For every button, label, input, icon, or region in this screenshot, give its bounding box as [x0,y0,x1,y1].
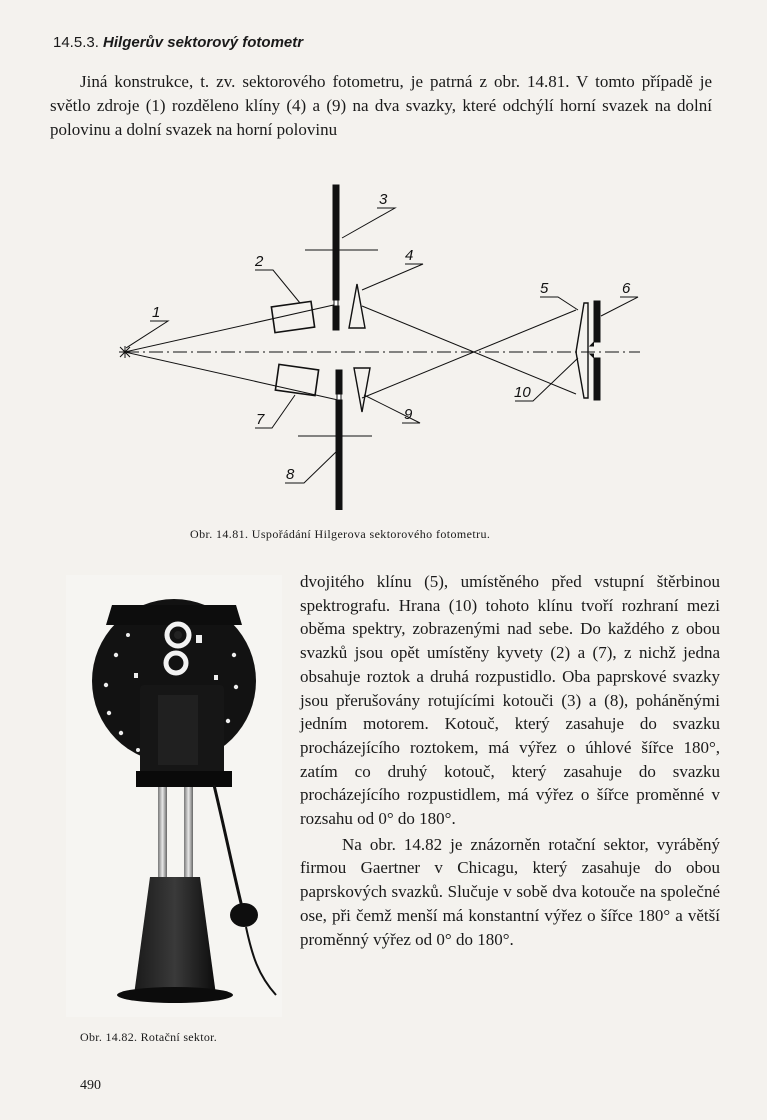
intro-paragraph [50,70,712,142]
section-title: Hilgerův sektorový fotometr [103,34,304,51]
label-9: 9 [404,406,413,423]
figure-caption-14-82: Obr. 14.82. Rotační sektor. [80,1030,218,1044]
light-source-icon [119,346,131,358]
sector-disc-3 [333,185,339,300]
page-number: 490 [80,1078,101,1093]
section-heading [53,34,303,51]
upper-beam-cross [362,306,576,394]
section-number: 14.5.3. [53,34,99,51]
figure-caption-14-81: Obr. 14.81. Uspořádání Hilgerova sektorového fotometru. [190,527,491,541]
sector-disc-8 [336,370,342,394]
label-8: 8 [286,466,295,483]
lower-beam-in [125,352,338,400]
body-text-column [300,570,720,951]
label-1: 1 [152,304,161,321]
wedge-9 [354,368,370,412]
label-7: 7 [256,411,265,428]
slit-jaw-lower [594,358,600,400]
double-wedge-5 [576,303,588,398]
slit-jaw-upper [594,301,600,342]
paragraph-1: dvojitého klínu (5), umístěného před vstupní štěrbinou spektrografu. Hrana (10) tohoto klínu tvoří rozhraní mezi oběma spektry, zobrazenými nad sebe. Do každého z obou svazků jsou opět umístěny kyvety (2) a (7), z nichž jedna obsahuje roztok a druhá rozpustidlo. Oba paprskové svazky jsou přerušovány rotujícími kotouči (3) a (8), poháněnými jedním motorem. Kotouč, který zasahuje do svazku procházejícího roztokem, má výřez o úhlové šířce 180°, zatím co druhý kotouč, který zasahuje do svazku procházejícího rozpustidlem, má výřez o šířce proměnné v rozsahu od 0° do 180°. [300,572,720,829]
paragraph-2: Na obr. 14.82 je znázorněn rotační sektor, vyráběný firmou Gaertner v Chicagu, který zasahuje do obou paprskových svazků. Slučuje v sobě dva kotouče na společné ose, při čemž menší má konstantní výřez o šířce 180° a větší proměnný výřez od 0° do 180°. [300,834,720,949]
label-4: 4 [405,247,414,264]
label-3: 3 [379,191,388,208]
photometer-diagram [100,180,660,510]
lower-beam-cross [362,310,576,398]
rotating-sector-photo [66,575,282,1017]
cuvette-2 [271,301,314,332]
label-2: 2 [255,253,264,270]
label-6: 6 [622,280,631,297]
label-5: 5 [540,280,549,297]
label-10: 10 [514,384,531,401]
intro-text: Jiná konstrukce, t. zv. sektorového fotometru, je patrná z obr. 14.81. V tomto případě je světlo zdroje (1) rozděleno klíny (4) a (9) na dva svazky, které odchýlí horní svazek na dolní polovinu a dolní svazek na horní polovinu [50,72,712,139]
